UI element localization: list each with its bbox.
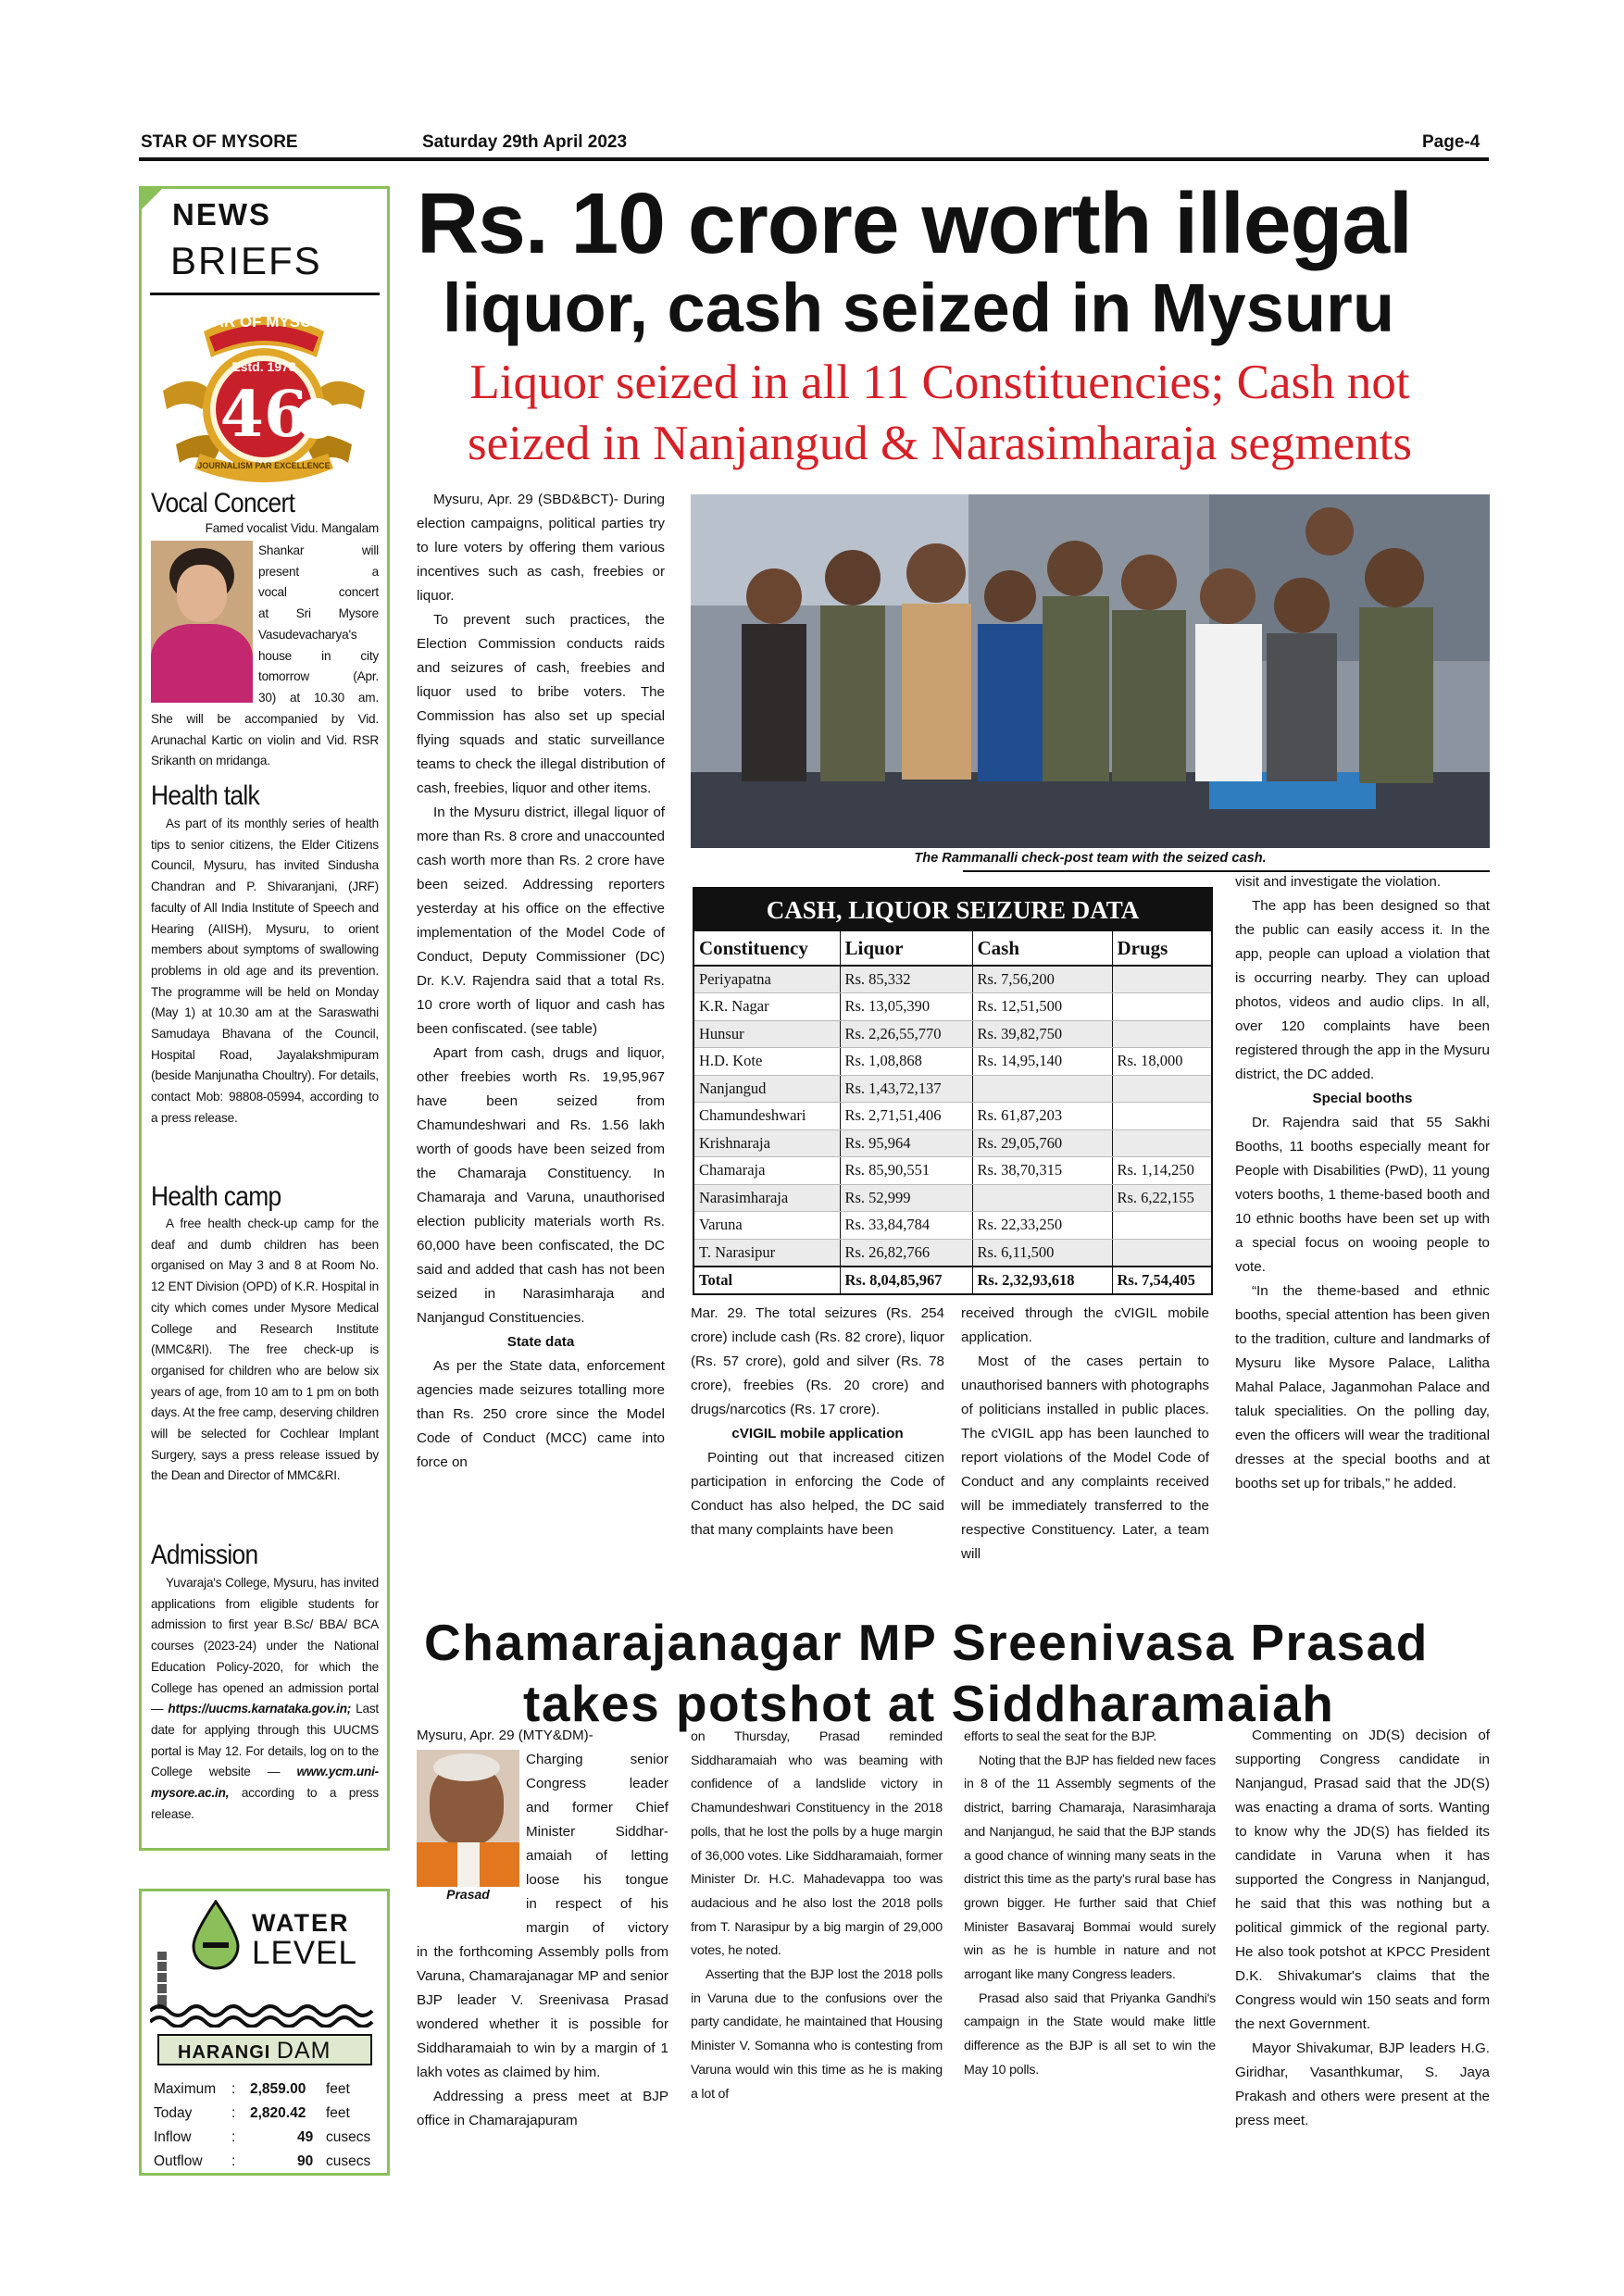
table-cell: Rs. 22,33,250 — [972, 1212, 1112, 1240]
table-cell: Rs. 6,22,155 — [1112, 1184, 1211, 1212]
brief-admission-body — [151, 1573, 379, 1825]
lead-paragraph: To prevent such practices, the Election Commission conducts raids and seizures of cash, freebies and liquor used to bribe voters. The Commission has also set up special flying squads and static surveillance teams to check the illegal distribution of cash, freebies, liquor and other items. — [417, 612, 665, 796]
vocal-line: 30) at 10.30 am. — [258, 690, 379, 705]
lead-paragraph: Dr. Rajendra said that 55 Sakhi Booths, 11 booths especially meant for People with Disabilities (PwD), 11 young voters booths, 1 theme-based booth and 10 ethnic booths have been set up with a special focus on wooing people to vote. — [1235, 1115, 1490, 1275]
lead-paragraph: “In the theme-based and ethnic booths, special attention has been given to the tradition, culture and landmarks of Mysuru like Mysore Palace, Lalitha Mahal Palace, Jaganmohan Palace and taluk specialities. On the polling day, even the officers will wear the traditional dresses at the special booths and at booths set up for tribals,” he added. — [1235, 1283, 1490, 1491]
dam-row-value: 49 — [297, 2129, 314, 2145]
vocal-line: present a — [258, 564, 379, 579]
table-cell: Rs. 26,82,766 — [840, 1239, 972, 1267]
lead-paragraph: visit and investigate the violation. — [1235, 874, 1442, 890]
table-header: Constituency — [694, 931, 840, 966]
table-cell: Chamaraja — [694, 1157, 840, 1185]
table-row — [694, 966, 1211, 993]
subhead-special-booths: Special booths — [1312, 1091, 1413, 1106]
health-camp-text: A free health check-up camp for the deaf and dumb children has been organised on May 3 and 8 at Room No. 12 ENT Division (OPD) of K.R. Hospital in city which comes under Mysore Medical College and Research Institute (MMC&RI). The free check-up is organised for children who are below six years of age, from 10 am to 1 pm on both days. At the free camp, deserving children will be selected for Cochlear Implant Surgery, says a press release issued by the Dean and Director of MMC&RI. — [151, 1217, 379, 1483]
second-side-line: amaiah of letting — [526, 1848, 668, 1864]
table-cell: Rs. 1,43,72,137 — [840, 1075, 972, 1103]
brief-health-camp-body — [151, 1214, 379, 1487]
vocal-line: at Sri Mysore — [258, 606, 379, 621]
prasad-photo-caption: Prasad — [446, 1887, 490, 1902]
second-side-line: margin of victory — [526, 1920, 668, 1936]
second-side-line: loose his tongue — [526, 1872, 668, 1888]
lead-paragraph: Apart from cash, drugs and liquor, other freebies worth Rs. 19,95,967 have been seized from Chamundeshwari and Rs. 1.56 lakh worth of goods have been seized from the Chamaraja Constituency. In Chamaraja and Varuna, unauthorised election publicity materials worth Rs. 60,000 have been confiscated, the DC said and added that cash has not been seized in Narasimharaja and Nanjangud Constituencies. — [417, 1045, 665, 1326]
vocal-line: vocal concert — [258, 585, 379, 600]
lead-paragraph: As per the State data, enforcement agencies made seizures totalling more than Rs. 250 crore since the Model Code of Conduct (MCC) came into force on — [417, 1358, 665, 1470]
second-paragraph: Asserting that the BJP lost the 2018 polls in Varuna due to the confusions over the party candidate, he maintained that Housing Minister V. Somanna who is contesting from Varuna would win this time as he is making a lot of — [691, 1967, 943, 2102]
dam-row-unit: cusecs — [326, 2153, 371, 2169]
health-talk-text: As part of its monthly series of health tips to senior citizens, the Elder Citizens Council, Mysuru, has invited Sindusha Chandran and P. Shivaranjani, (JRF) faculty of All India Institute of Speech and Hearing (AIISH), Mysuru, to orient members about symptoms of swallowing problems in old age and its prevention. The programme will be held on Monday (May 1) at 10.30 am at the Saraswathi Samudaya Bhavana of the Council, Hospital Road, Jayalakshmipuram (beside Manjunatha Choultry). For details, contact Mob: 98808-05994, according to a press release. — [151, 817, 379, 1125]
dam-row-label: Inflow — [154, 2129, 192, 2145]
table-row — [694, 1048, 1211, 1076]
brief-heading-vocal: Vocal Concert — [151, 488, 295, 518]
dam-row: Today : 2,820.42 feet — [154, 2102, 381, 2126]
table-cell — [972, 1075, 1112, 1103]
second-paragraph: efforts to seal the seat for the BJP. — [964, 1729, 1157, 1744]
dam-row-value: 2,820.42 — [250, 2105, 306, 2121]
vocal-line: house in city — [258, 648, 379, 663]
brief-heading-health-camp: Health camp — [151, 1181, 281, 1212]
brief-heading-health-talk: Health talk — [151, 780, 259, 811]
table-cell: T. Narasipur — [694, 1239, 840, 1267]
table-cell — [1112, 1239, 1211, 1267]
table-cell: Nanjangud — [694, 1075, 840, 1103]
table-cell: Rs. 2,26,55,770 — [840, 1020, 972, 1048]
dam-row-value: 90 — [297, 2153, 314, 2169]
dam-name — [178, 2038, 331, 2065]
water-title: WATER — [252, 1909, 350, 1937]
brief-vocal-side — [258, 541, 379, 709]
table-cell: Rs. 12,51,500 — [972, 993, 1112, 1021]
dam-row-label: Today — [154, 2105, 193, 2121]
second-column-1 — [417, 1940, 668, 2133]
brief-vocal-intro: Famed vocalist Vidu. Mangalam — [205, 521, 379, 535]
vocal-line: tomorrow (Apr. — [258, 669, 379, 684]
table-header: Liquor — [840, 931, 972, 966]
table-cell: Rs. 1,14,250 — [1112, 1157, 1211, 1185]
briefs-title-briefs: BRIEFS — [170, 239, 322, 282]
prasad-photo — [417, 1750, 519, 1887]
logo-number: 46 — [219, 378, 308, 452]
table-row — [694, 1239, 1211, 1267]
table-cell: Rs. 2,32,93,618 — [972, 1267, 1112, 1294]
table-header: Cash — [972, 931, 1112, 966]
second-dateline-text: Mysuru, Apr. 29 (MTY&DM)- — [417, 1728, 593, 1743]
table-header: Drugs — [1112, 931, 1211, 966]
second-headline-line1: Chamarajanagar MP Sreenivasa Prasad — [424, 1614, 1429, 1671]
table-row — [694, 993, 1211, 1021]
table-row — [694, 1212, 1211, 1240]
table-cell: Periyapatna — [694, 966, 840, 993]
dam-row: Inflow : 49 cusecs — [154, 2126, 381, 2150]
lead-paragraph: Mysuru, Apr. 29 (SBD&BCT)- During election campaigns, political parties try to lure voters by offering them various incentives such as cash, freebies or liquor. — [417, 492, 665, 604]
lead-deck-line1: Liquor seized in all 11 Constituencies; Cash not — [469, 356, 1410, 409]
table-cell: Rs. 85,90,551 — [840, 1157, 972, 1185]
lead-column-4 — [1235, 870, 1490, 1496]
header-rule — [139, 157, 1489, 161]
table-cell — [1112, 1103, 1211, 1130]
table-cell: Rs. 29,05,760 — [972, 1129, 1112, 1157]
table-cell — [1112, 993, 1211, 1021]
table-row — [694, 1020, 1211, 1048]
dam-name-suffix: DAM — [276, 2038, 331, 2064]
table-cell: Rs. 6,11,500 — [972, 1239, 1112, 1267]
second-column-3 — [964, 1726, 1216, 2083]
dam-row-value: 2,859.00 — [250, 2081, 306, 2097]
lead-headline-line1: Rs. 10 crore worth illegal — [417, 175, 1412, 271]
table-cell: Chamundeshwari — [694, 1103, 840, 1130]
second-paragraph: Addressing a press meet at BJP office in Chamarajapuram — [417, 2089, 668, 2128]
dam-row-label: Maximum — [154, 2081, 217, 2097]
table-cell: Hunsur — [694, 1020, 840, 1048]
second-dateline — [417, 1724, 668, 1748]
vocalist-photo — [151, 541, 253, 703]
paper-name: STAR OF MYSORE — [141, 132, 298, 152]
logo-estd: Estd. 1978 — [231, 359, 296, 374]
brief-health-talk-body — [151, 814, 379, 1129]
second-paragraph: on Thursday, Prasad reminded Siddharamaiah who was beaming with confidence of a landslide victory in Chamundeshwari Constituency in the 2018 polls, that he lost the polls by a huge margin of 36,000 votes. Like Siddharamaiah, former Minister Dr. H.C. Mahadevappa too was audacious and he also lost the 2018 polls from T. Narasipur by a big margin of 29,000 votes, he noted. — [691, 1729, 943, 1959]
table-cell: H.D. Kote — [694, 1048, 840, 1076]
rammanalli-team-photo — [691, 494, 1490, 848]
subhead-state-data: State data — [506, 1334, 575, 1350]
table-cell — [1112, 1129, 1211, 1157]
table-row — [694, 1184, 1211, 1212]
lead-paragraph: Mar. 29. The total seizures (Rs. 254 crore) include cash (Rs. 82 crore), liquor (Rs. 57 crore), gold and silver (Rs. 78 crore), freebies (Rs. 20 crore) and drugs/narcotics (Rs. 17 crore). — [691, 1305, 944, 1417]
table-cell: Rs. 7,56,200 — [972, 966, 1112, 993]
table-cell: Rs. 1,08,868 — [840, 1048, 972, 1076]
photo-caption: The Rammanalli check-post team with the seized cash. — [914, 851, 1267, 866]
table-cell: Rs. 38,70,315 — [972, 1157, 1112, 1185]
table-cell: Rs. 33,84,784 — [840, 1212, 972, 1240]
vocal-line: Vasudevacharya's — [258, 627, 357, 642]
second-paragraph: Noting that the BJP has fielded new faces in 8 of the 11 Assembly segments of the district, barring Chamaraja, Narasimharaja and Nanjangud, he said that the BJP stands a good chance of winning many seats in the district this time as the party's rural base has grown bigger. He further said that Chief Minister Basavaraj Bommai would surely win as he is humble in nature and not arrogant like many Congress leaders. — [964, 1753, 1216, 1983]
table-cell — [1112, 1075, 1211, 1103]
table-cell: Rs. 18,000 — [1112, 1048, 1211, 1076]
lead-paragraph: received through the cVIGIL mobile application. — [961, 1305, 1209, 1345]
brief-vocal-rest: She will be accompanied by Vid. Arunachal Kartic on violin and Vid. RSR Srikanth on mridanga. — [151, 712, 379, 768]
dam-name-bold: HARANGI — [178, 2042, 271, 2063]
lead-column-1 — [417, 488, 665, 1475]
table-cell: Rs. 61,87,203 — [972, 1103, 1112, 1130]
second-paragraph: Commenting on JD(S) decision of supporting Congress candidate in Nanjangud, Prasad said that the JD(S) was enacting a drama of sorts. Wanting to know why the JD(S) has fielded its candidate in Varuna when it has supported the Congress in Nanjangud, he said that this was nothing but a political gimmick of the regional party. He also took potshot at KPCC President D.K. Shivakumar's claims that the Congress would win 150 seats and form the next Government. — [1235, 1728, 1490, 2032]
second-side-line: Minister Siddhar- — [526, 1824, 668, 1840]
dam-row: Maximum : 2,859.00 feet — [154, 2078, 381, 2102]
college-website-link[interactable]: www.ycm.uni-mysore.ac.in, — [151, 1765, 380, 1801]
table-row — [694, 1103, 1211, 1130]
table-cell: Krishnaraja — [694, 1129, 840, 1157]
lead-paragraph: The app has been designed so that the public can easily access it. In the app, people can upload a violation that is occurring nearby. They can upload photos, videos and audio clips. In all, over 120 complaints have been registered through the app in the Mysuru district, the DC added. — [1235, 898, 1490, 1082]
logo-motto: JOURNALISM PAR EXCELLENCE — [197, 461, 331, 470]
dam-row: Outflow : 90 cusecs — [154, 2150, 381, 2174]
subhead-cvigil: cVIGIL mobile application — [731, 1426, 904, 1441]
dam-row-unit: feet — [326, 2105, 350, 2121]
second-side-line: and former Chief — [526, 1800, 668, 1816]
table-cell: Rs. 95,964 — [840, 1129, 972, 1157]
lead-headline-line2: liquor, cash seized in Mysuru — [443, 269, 1395, 346]
dam-row-unit: cusecs — [326, 2129, 371, 2145]
lead-column-2 — [691, 1302, 944, 1542]
page-number: Page-4 — [1422, 132, 1480, 152]
dam-row-unit: feet — [326, 2081, 350, 2097]
table-cell: Rs. 7,54,405 — [1112, 1267, 1211, 1294]
table-cell: Rs. 39,82,750 — [972, 1020, 1112, 1048]
second-side-line: in respect of his — [526, 1896, 668, 1912]
lead-paragraph: Most of the cases pertain to unauthorised banners with photographs of politicians installed in public places. The cVIGIL app has been launched to report violations of the Model Code of Conduct and any complaints received will be immediately transferred to the respective Constituency. Later, a team will — [961, 1354, 1209, 1562]
briefs-title-rule — [150, 293, 380, 295]
second-paragraph: Mayor Shivakumar, BJP leaders H.G. Giridhar, Vasanthkumar, S. Jaya Prakash and others were present at the press meet. — [1235, 2040, 1490, 2128]
table-cell: Total — [694, 1267, 840, 1294]
logo-brand: STAR OF MYSORE — [194, 313, 334, 331]
brief-heading-admission: Admission — [151, 1540, 258, 1570]
table-cell — [1112, 966, 1211, 993]
second-paragraph: in the forthcoming Assembly polls from Varuna, Chamarajanagar MP and senior BJP leader V. Sreenivasa Prasad wondered whether it is possible for Siddharamaiah to win by a margin of 1 lakh votes as claimed by him. — [417, 1944, 668, 2080]
lead-paragraph: Pointing out that increased citizen participation in enforcing the Code of Conduct has also helped, the DC said that many complaints have been — [691, 1450, 944, 1538]
vocal-line: Shankar will — [258, 543, 379, 557]
dam-row-label: Outflow — [154, 2153, 203, 2169]
table-cell: Varuna — [694, 1212, 840, 1240]
second-column-2 — [691, 1726, 943, 2106]
table-cell: Rs. 52,999 — [840, 1184, 972, 1212]
table-cell: Rs. 14,95,140 — [972, 1048, 1112, 1076]
table-cell: Rs. 13,05,390 — [840, 993, 972, 1021]
seizure-table-title: CASH, LIQUOR SEIZURE DATA — [694, 889, 1211, 931]
second-column-4 — [1235, 1724, 1490, 2133]
table-row — [694, 1075, 1211, 1103]
lead-deck-line2: seized in Nanjangud & Narasimharaja segments — [468, 417, 1412, 470]
admission-portal-link[interactable]: https://uucms.karnataka.gov.in; — [168, 1702, 352, 1716]
briefs-title-news: NEWS — [172, 197, 271, 231]
table-row — [694, 1129, 1211, 1157]
water-drop-icon — [190, 1900, 242, 1970]
table-cell — [972, 1184, 1112, 1212]
admission-text: Yuvaraja's College, Mysuru, has invited applications from eligible students for admission to first year B.Sc/ BBA/ BCA courses (2023-24) under the National Education Policy-2020, for which the College has opened an admission portal — — [151, 1576, 379, 1716]
briefs-corner-mark — [142, 189, 162, 209]
table-cell — [1112, 1212, 1211, 1240]
admission-end: according to a press release. — [151, 1786, 380, 1821]
table-cell — [1112, 1020, 1211, 1048]
second-side-column — [526, 1748, 668, 1940]
lead-paragraph: In the Mysuru district, illegal liquor of more than Rs. 8 crore and unaccounted cash worth more than Rs. 2 crore have been seized. Addressing reporters yesterday at his office on the effective implementation of the Model Code of Conduct, Deputy Commissioner (DC) Dr. K.V. Rajendra said that a total Rs. 10 crore worth of liquor and cash has been confiscated. (see table) — [417, 805, 665, 1037]
table-cell: K.R. Nagar — [694, 993, 840, 1021]
second-headline-line2: takes potshot at Siddharamaiah — [523, 1675, 1335, 1732]
level-title: LEVEL — [252, 1935, 357, 1971]
second-side-line: Charging senior — [526, 1752, 668, 1767]
second-paragraph: Prasad also said that Priyanka Gandhi's campaign in the State would make little difference as the BJP is all set to win the May 10 polls. — [964, 1990, 1216, 2078]
second-side-line: Congress leader — [526, 1776, 668, 1791]
table-total-row — [694, 1267, 1211, 1294]
table-cell: Rs. 85,332 — [840, 966, 972, 993]
seizure-table — [693, 887, 1213, 1295]
lead-column-3 — [961, 1302, 1209, 1566]
table-row — [694, 1157, 1211, 1185]
table-cell: Narasimharaja — [694, 1184, 840, 1212]
table-cell: Rs. 8,04,85,967 — [840, 1267, 972, 1294]
admission-mid: Last date for applying through this UUCMS portal is May 12. For details, log on to the College website — — [151, 1702, 380, 1779]
newspaper-logo — [157, 306, 370, 495]
issue-date: Saturday 29th April 2023 — [422, 132, 628, 152]
table-cell: Rs. 2,71,51,406 — [840, 1103, 972, 1130]
